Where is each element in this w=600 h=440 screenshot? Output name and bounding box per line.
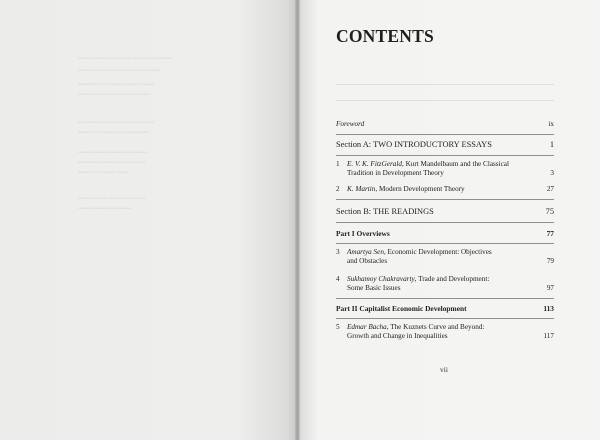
toc-entry-title: , Trade and Development: xyxy=(414,275,490,283)
toc-entry[interactable] xyxy=(336,323,554,342)
right-page xyxy=(300,0,600,440)
show-through-text: ═══ ════ ══ ═════ xyxy=(78,207,132,212)
page-title: CONTENTS xyxy=(336,26,434,46)
toc-entry-title: , Kurt Mandelbaum and the Classical xyxy=(401,160,509,168)
toc-page-number: 113 xyxy=(543,304,554,313)
left-page xyxy=(0,0,296,440)
show-through-text: ══════ ════ ══════ ══ xyxy=(78,161,146,166)
show-through-text: ═══ ══ ═════ ═══ xyxy=(78,171,128,176)
toc-entry-foreword[interactable] xyxy=(336,120,554,129)
toc-entry-title: , The Kuznets Curve and Beyond: xyxy=(386,323,485,331)
toc-entry[interactable] xyxy=(336,160,554,179)
toc-entry-title-continued: Some Basic Issues xyxy=(347,284,401,293)
divider xyxy=(336,243,554,244)
toc-entry[interactable] xyxy=(336,248,554,267)
toc-page-number: ix xyxy=(548,120,554,128)
toc-page-number: 75 xyxy=(545,207,554,216)
toc-entry-author: Edmar Bacha xyxy=(347,323,387,331)
divider xyxy=(336,199,554,200)
toc-entry[interactable] xyxy=(336,275,554,294)
toc-section-label: Section B: THE READINGS xyxy=(336,207,434,216)
toc-entry-number: 2 xyxy=(336,185,340,193)
toc-entry-author: E. V. K. FitzGerald xyxy=(347,160,402,168)
divider xyxy=(336,155,554,156)
show-through-text: ══════ ═══ ══════ ═══ ══ xyxy=(78,121,154,126)
toc-entry-number: 4 xyxy=(336,275,340,283)
toc-entry-author: K. Martin xyxy=(347,185,376,193)
toc-page-number: 79 xyxy=(546,257,554,266)
toc-page-number: 77 xyxy=(546,229,554,238)
divider xyxy=(336,222,554,223)
toc-entry-title: , Economic Development: Objectives xyxy=(383,248,492,256)
show-through-text: ═══ ════════ ══ ══════ xyxy=(78,93,150,98)
toc-entry-number: 3 xyxy=(336,248,340,256)
show-through-text: ════ ══ ═════ ════════ xyxy=(78,131,150,136)
toc-entry-label: Foreword xyxy=(336,120,365,128)
toc-page-number: 97 xyxy=(546,284,554,293)
toc-section-b[interactable] xyxy=(336,207,554,216)
toc-part-2[interactable] xyxy=(336,304,554,313)
toc-entry-author: Amartya Sen xyxy=(347,248,384,256)
divider xyxy=(336,134,554,135)
toc-part-label: Part I Overviews xyxy=(336,229,390,238)
toc-section-label: Section A: TWO INTRODUCTORY ESSAYS xyxy=(336,140,492,149)
toc-page-number: 1 xyxy=(549,140,554,149)
toc-entry-title: , Modern Development Theory xyxy=(375,185,465,193)
show-through-text: ═════ ══ ══════ ═══ ════ xyxy=(78,83,154,88)
show-through-text: ═══ ════ ═════ ══ ═══════ ════ xyxy=(78,57,173,62)
toc-entry-title-continued: Tradition in Development Theory xyxy=(347,169,444,178)
show-through-text: ═════ ═══ ══════ ════ xyxy=(78,197,146,202)
show-through-text: ═══ ══════ ═══ ══ ════ xyxy=(78,151,147,156)
toc-part-label: Part II Capitalist Economic Development xyxy=(336,304,467,313)
toc-part-1[interactable] xyxy=(336,229,554,238)
toc-page-number: 27 xyxy=(546,185,554,193)
toc-page-number: 3 xyxy=(550,169,554,178)
toc-entry-title-continued: Growth and Change in Inequalities xyxy=(347,332,448,341)
divider xyxy=(336,318,554,319)
show-through-line xyxy=(336,100,554,101)
toc-section-a[interactable] xyxy=(336,140,554,149)
toc-entry-number: 1 xyxy=(336,160,340,168)
page-number: vii xyxy=(440,365,448,374)
toc-entry-title-continued: and Obstacles xyxy=(347,257,388,266)
toc-entry-author: Sukhamoy Chakravarty xyxy=(347,275,415,283)
show-through-line xyxy=(336,84,554,85)
show-through-text: ════ ══════ ═══ ════ ═════ xyxy=(78,69,161,74)
toc-entry[interactable] xyxy=(336,185,554,194)
toc-entry-number: 5 xyxy=(336,323,340,331)
divider xyxy=(336,298,554,299)
toc-page-number: 117 xyxy=(543,332,554,341)
